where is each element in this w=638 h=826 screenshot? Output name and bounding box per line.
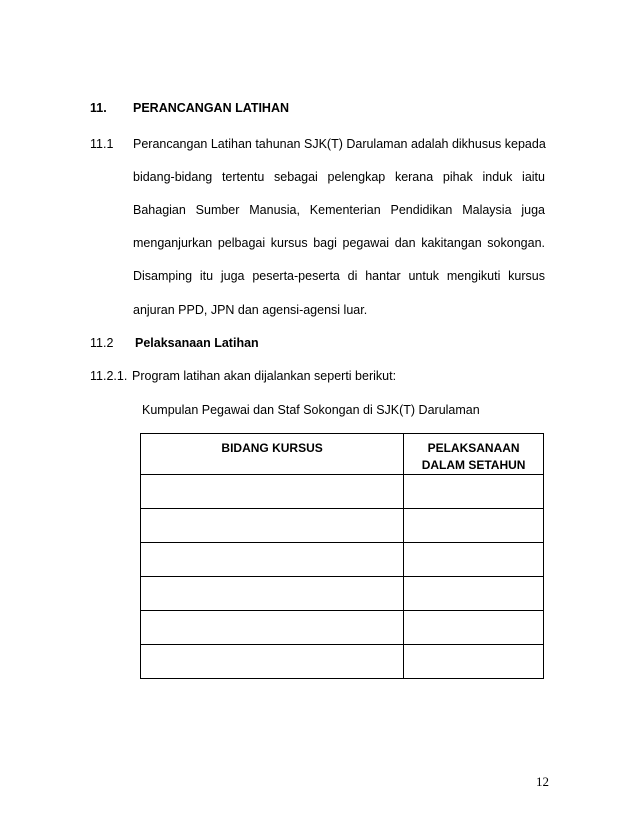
table-cell	[141, 475, 404, 509]
table-caption: Kumpulan Pegawai dan Staf Sokongan di SJK(T) Darulaman	[142, 403, 480, 417]
paragraph-line: menganjurkan pelbagai kursus bagi pegawai dan kakitangan sokongan.	[133, 236, 545, 250]
table-row	[141, 577, 544, 611]
table-cell	[404, 543, 544, 577]
table-cell	[141, 611, 404, 645]
header-label: PELAKSANAAN	[427, 441, 520, 455]
table-row	[141, 611, 544, 645]
table-row	[141, 509, 544, 543]
table-row	[141, 475, 544, 509]
header-label: DALAM SETAHUN	[421, 458, 526, 472]
paragraph-line: bidang-bidang tertentu sebagai pelengkap kerana pihak induk iaitu	[133, 170, 545, 184]
table-cell	[404, 475, 544, 509]
table-cell	[404, 645, 544, 679]
table-cell	[404, 577, 544, 611]
table-row	[141, 543, 544, 577]
subsubsection-text: Program latihan akan dijalankan seperti berikut:	[132, 369, 397, 383]
table-cell	[141, 577, 404, 611]
subsubsection-number: 11.2.1.	[90, 369, 128, 383]
paragraph-line: Perancangan Latihan tahunan SJK(T) Darulaman adalah dikhusus kepada	[133, 137, 546, 151]
header-bidang-kursus	[141, 434, 404, 475]
header-pelaksanaan	[404, 434, 544, 475]
table-cell	[404, 611, 544, 645]
table-header-row	[141, 434, 544, 475]
paragraph-line: Bahagian Sumber Manusia, Kementerian Pendidikan Malaysia juga	[133, 203, 545, 217]
paragraph-line: Disamping itu juga peserta-peserta di hantar untuk mengikuti kursus	[133, 269, 545, 283]
subsection-number: 11.2	[90, 336, 114, 350]
table-cell	[141, 509, 404, 543]
subsection-number: 11.1	[90, 137, 114, 151]
section-number: 11.	[90, 101, 107, 115]
training-table	[140, 433, 544, 679]
table-cell	[141, 645, 404, 679]
section-title: PERANCANGAN LATIHAN	[133, 101, 290, 115]
header-label: BIDANG KURSUS	[221, 441, 323, 455]
table-row	[141, 645, 544, 679]
table-cell	[141, 543, 404, 577]
page-number: 12	[536, 774, 549, 789]
paragraph-line: anjuran PPD, JPN dan agensi-agensi luar.	[133, 303, 368, 317]
table-cell	[404, 509, 544, 543]
subsection-title: Pelaksanaan Latihan	[135, 336, 259, 350]
